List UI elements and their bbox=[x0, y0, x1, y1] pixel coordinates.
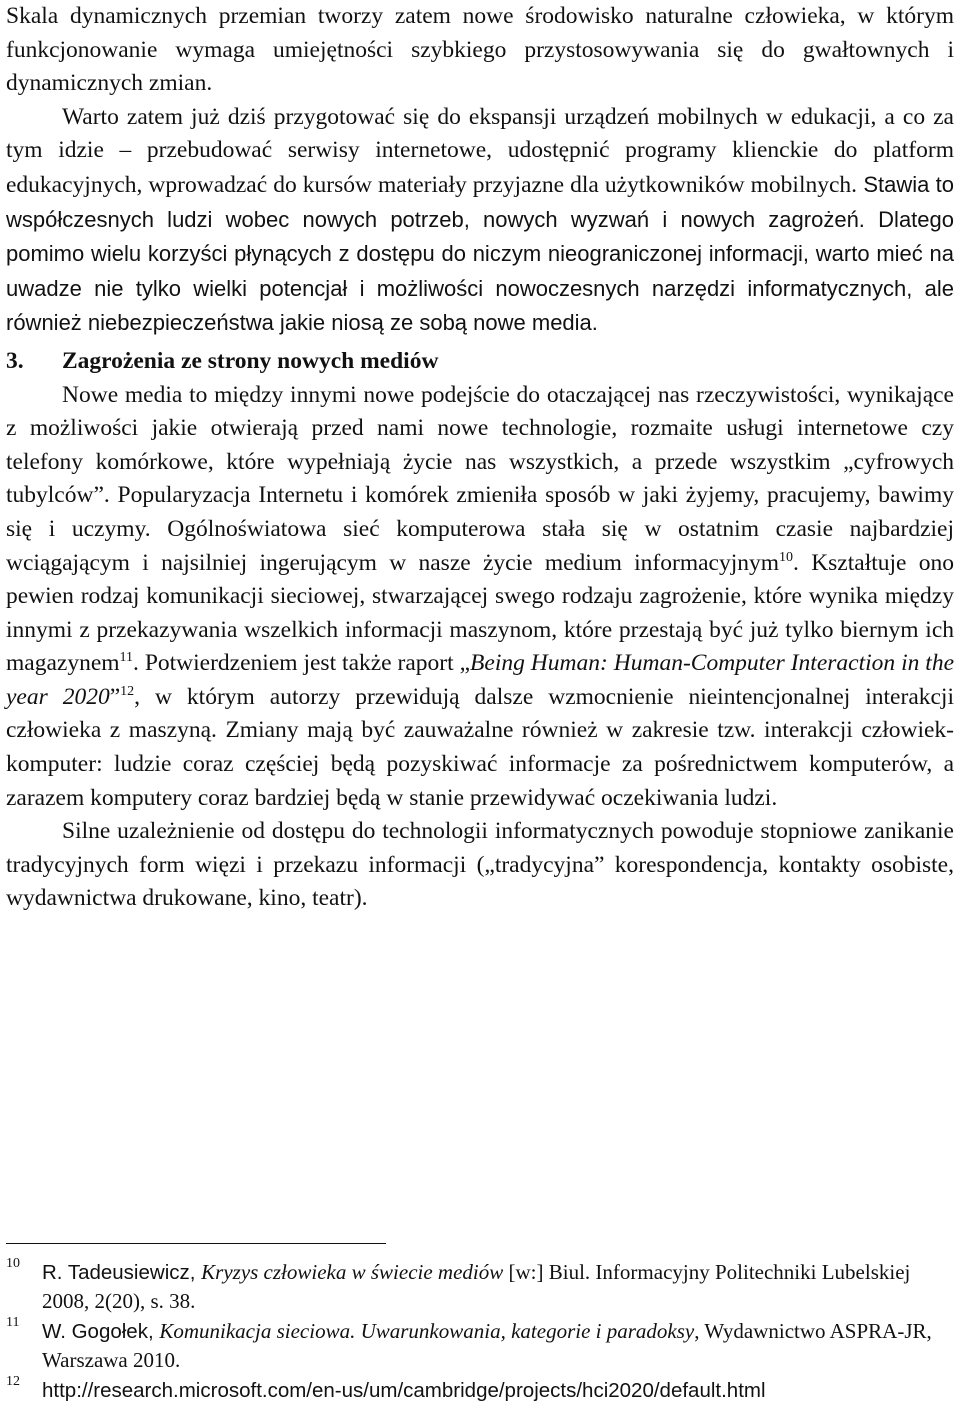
paragraph bbox=[6, 815, 954, 916]
footnote bbox=[6, 1376, 954, 1405]
footnote-title: Komunikacja sieciowa. Uwarunkowania, kategorie i paradoksy bbox=[159, 1319, 695, 1343]
paragraph-text-sans: Dlatego pomimo wielu korzyści płynących z dostępu do niczym nieograniczonej informacji, warto mieć na uwadze nie tylko wielki potencjał i możliwości nowoczesnych narzędzi informatycznych, ale również niebezpieczeństwa jakie niosą ze sobą nowe media. bbox=[6, 206, 955, 336]
section-number: 3. bbox=[6, 347, 24, 374]
footnote-link[interactable]: http://research.microsoft.com/en-us/um/cambridge/projects/hci2020/default.html bbox=[42, 1379, 766, 1402]
paragraph-text: Zmiany mają być zauważalne również w zakresie tzw. interakcji człowiek-komputer: ludzie coraz częściej będą pozyskiwać informacje za pośrednictwem komputerów, a zarazem komputery coraz bardziej będą w stanie przewidywać oczekiwania ludzi. bbox=[6, 717, 954, 811]
footnote bbox=[6, 1317, 954, 1375]
paragraph-text: Popularyzacja Internetu i komórek zmieniła sposób w jaki żyjemy, pracujemy, bawimy się i uczymy. bbox=[6, 482, 954, 542]
paragraph-text: Warto zatem już dziś przygotować się do ekspansji urządzeń mobilnych w edukacji, a co za tym idzie – przebudować serwisy internetowe, udostępnić programy klienckie do platform edukacyjnych, wprowadzać do kursów materiały przyjazne dla użytkowników mobilnych. bbox=[6, 103, 954, 198]
footnote bbox=[6, 1258, 954, 1316]
footnote-rest: , Wydawnictwo ASPRA-JR, Warszawa 2010. bbox=[42, 1319, 932, 1372]
footnote-number: 10 bbox=[6, 1256, 20, 1271]
section-heading bbox=[6, 345, 954, 379]
paragraph-text-sans: Stawia to współczesnych ludzi wobec nowych potrzeb, nowych wyzwań i nowych zagrożeń. bbox=[6, 171, 954, 232]
paragraph bbox=[6, 101, 954, 341]
paragraph-text: . Kształtuje ono pewien rodzaj komunikacji sieciowej, stwarzającej swego rodzaju zagrożenie, które wynika między innymi z przekazywania wszelkich informacji maszynom, które przestają być już tylko biernym ich magazynem bbox=[6, 549, 955, 677]
footnote-number: 12 bbox=[6, 1374, 20, 1389]
paragraph bbox=[6, 379, 954, 816]
footnote-author: W. Gogołek, bbox=[42, 1320, 160, 1343]
paragraph-text: , w którym autorzy przewidują dalsze wzmocnienie nieintencjonalnej interakcji człowieka z maszyną. bbox=[6, 683, 954, 744]
footnote-ref[interactable]: 10 bbox=[779, 549, 794, 565]
paragraph bbox=[6, 0, 954, 101]
paragraph-text: ” bbox=[109, 683, 121, 710]
footnotes bbox=[6, 1258, 954, 1406]
paragraph-text: Ogólnoświatowa sieć komputerowa stała się w ostatnim czasie najbardziej wciągającym i najsilniej ingerującym w nasze życie medium informacyjnym bbox=[6, 515, 955, 576]
footnote-ref[interactable]: 11 bbox=[119, 650, 134, 666]
footnote-separator bbox=[6, 1243, 386, 1244]
paragraph-text: Skala dynamicznych przemian tworzy zatem nowe środowisko naturalne człowieka, w którym funkcjonowanie wymaga umiejętności szybkiego przystosowywania się do gwałtownych i dynamicznych zmian. bbox=[6, 3, 954, 97]
paragraph-text: Silne uzależnienie od dostępu do technologii informatycznych powoduje stopniowe zanikanie tradycyjnych form więzi i przekazu informacji („tradycyjna” korespondencja, kontakty osobiste, wydawnictwa drukowane, kino, teatr). bbox=[6, 818, 954, 912]
footnote-title: Kryzys człowieka w świecie mediów bbox=[201, 1260, 504, 1284]
section-title: Zagrożenia ze strony nowych mediów bbox=[62, 347, 439, 374]
footnote-rest: [w:] Biul. Informacyjny Politechniki Lubelskiej 2008, 2(20), s. 38. bbox=[42, 1260, 911, 1313]
footnote-author: R. Tadeusiewicz, bbox=[42, 1261, 202, 1284]
footnote-ref[interactable]: 12 bbox=[120, 683, 135, 699]
paragraph-text: . Potwierdzeniem jest także raport „ bbox=[133, 650, 471, 677]
footnote-number: 11 bbox=[6, 1315, 20, 1330]
report-title: Being Human: Human-Computer Interaction in the year 2020 bbox=[6, 650, 954, 710]
paragraph-text: Nowe media to między innymi nowe podejście do otaczającej nas rzeczywistości, wynikające z możliwości jakie otwierają przed nami nowe technologie, rozmaite usługi internetowe czy telefony komórkowe, które wypełniają życie nas wszystkich, a przede wszystkim „cyfrowych tubylców”. bbox=[6, 381, 954, 509]
main-text bbox=[6, 0, 954, 916]
document-page bbox=[6, 0, 954, 916]
